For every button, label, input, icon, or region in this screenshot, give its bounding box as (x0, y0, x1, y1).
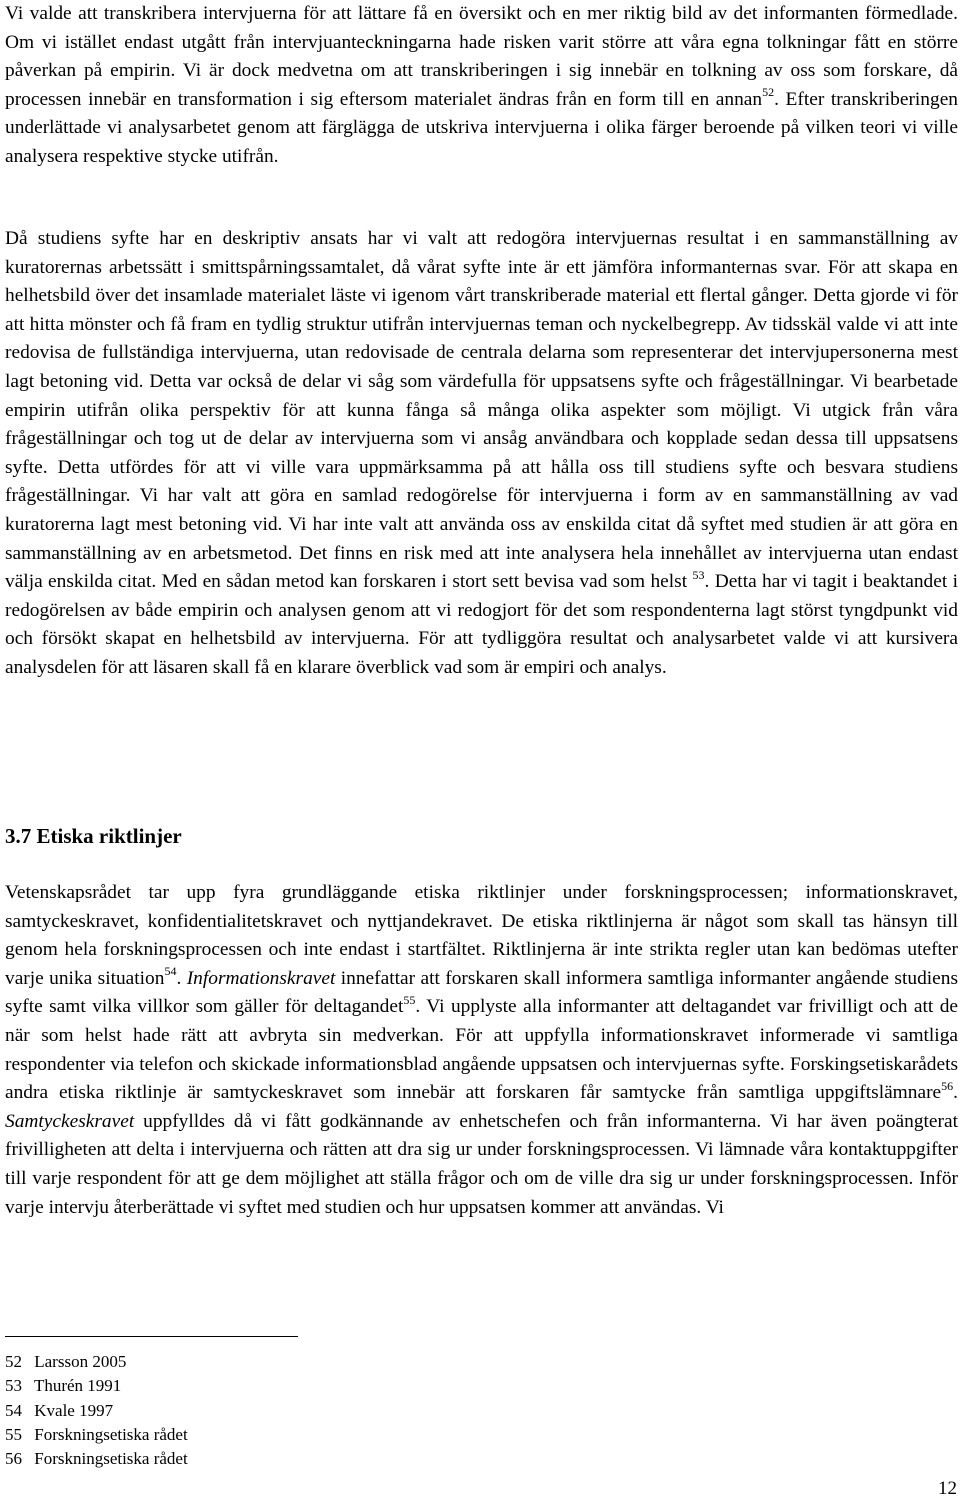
paragraph-text: . (953, 1082, 958, 1104)
footnote-text: Thurén 1991 (33, 1376, 122, 1396)
footnote-number: 54 (5, 1400, 22, 1420)
body-paragraph-ethics (5, 879, 958, 1222)
footnote-item (5, 1350, 188, 1374)
footnote-text: Kvale 1997 (34, 1400, 114, 1420)
paragraph-text: innefattar att forskaren skall informera samtliga informanter angående studiens syfte samt vilka villkor som gäller för deltagandet (5, 967, 958, 1018)
body-paragraph-transcription (5, 0, 958, 172)
footnote-text: Forskningsetiska rådet (34, 1424, 188, 1444)
footnote-text: Forskningsetiska rådet (34, 1449, 188, 1469)
paragraph-text: . Efter transkriberingen underlättade vi analysarbetet genom att färglägga de utskriva intervjuerna i olika färger beroende på vilken teori vi ville analysera respektive stycke utifrån. (5, 88, 958, 167)
footnote-ref-55[interactable]: 55 (403, 992, 416, 1007)
footnote-ref-52[interactable]: 52 (762, 85, 775, 100)
body-paragraph-analysis (5, 225, 958, 683)
footnote-list (5, 1350, 188, 1471)
emphasis-term: Informationskravet (186, 967, 336, 989)
paragraph-text: . Vi upplyste alla informanter att deltagandet var frivilligt och att de när som helst hade rätt att avbryta sin medverkan. För att uppfylla informationskravet informerade vi samtliga respondenter via telefon och skickade informationsblad angående uppsatsen och intervjuernas syfte. Forskingsetiskarådets andra etiska riktlinje är samtyckeskravet som innebär att forskaren får samtycke från samtliga uppgiftslämnare (5, 996, 958, 1104)
footnote-item (5, 1447, 188, 1471)
emphasis-term: Samtyckeskravet (5, 1110, 135, 1132)
footnote-ref-54[interactable]: 54 (164, 964, 177, 979)
section-heading: 3.7 Etiska riktlinjer (5, 824, 182, 848)
footnote-item (5, 1423, 188, 1447)
paragraph-text: uppfylldes då vi fått godkännande av enhetschefen och från informanterna. Vi har även poängterat frivilligheten att delta i intervjuerna och rätten att dra sig ur under forskningsprocessen. Vi lämnade våra kontaktuppgifter till varje respondent för att ge dem möjlighet att ställa frågor och om de ville dra sig ur under forskningsprocessen. Inför varje intervju återberättade vi syftet med studien och hur uppsatsen kommer att användas. Vi (5, 1110, 958, 1218)
footnote-number: 53 (5, 1376, 22, 1396)
footnote-ref-53[interactable]: 53 (692, 567, 705, 582)
paragraph-text: . Detta har vi tagit i beaktandet i redogörelsen av både empirin och analysen genom att vi redogjort för det som respondenterna lagt störst tyngdpunkt vid och försökt skapat en helhetsbild av intervjuerna. För att tydliggöra resultat och analysarbetet valde vi att kursivera analysdelen för att läsaren skall få en klarare överblick vad som är empiri och analys. (5, 571, 958, 678)
footnote-item (5, 1399, 188, 1423)
page-number: 12 (938, 1478, 957, 1499)
footnote-number: 56 (5, 1449, 22, 1469)
paragraph-text: Då studiens syfte har en deskriptiv ansats har vi valt att redogöra intervjuernas resultat i en sammanställning av kuratorernas arbetssätt i smittspårningssamtalet, då vårat syfte inte är ett jämföra informanternas svar. För att skapa en helhetsbild över det insamlade materialet läste vi igenom vårt transkriberade material ett flertal gånger. Detta gjorde vi för att hitta mönster och få fram en tydlig struktur utifrån intervjuernas teman och nyckelbegrepp. Av tidsskäl valde vi att inte redovisa de fullständiga intervjuerna, utan redovisade de centrala delarna som representerar det intervjupersonerna mest lagt betoning vid. Detta var också de delar vi såg som värdefulla för uppsatsens syfte och frågeställningar. Vi bearbetade empirin utifrån olika perspektiv för att kunna fånga så många olika aspekter som möjligt. Vi utgick från våra frågeställningar och tog ut de delar av intervjuerna som vi ansåg användbara och kopplade sedan dessa till uppsatsens syfte. Detta utfördes för att vi ville vara uppmärksamma på att hålla oss till studiens syfte och besvara studiens frågeställningar. Vi har valt att göra en samlad redogörelse för intervjuerna i form av en sammanställning av vad kuratorerna lagt mest betoning vid. Vi har inte valt att använda oss av enskilda citat då syftet med studien är att göra en sammanställning av en arbetsmetod. Det finns en risk med att inte analysera hela innehållet av intervjuerna utan endast välja enskilda citat. Med en sådan metod kan forskaren i stort sett bevisa vad som helst (5, 228, 958, 593)
footnote-number: 55 (5, 1424, 22, 1444)
paragraph-text: Vi valde att transkribera intervjuerna för att lättare få en översikt och en mer riktig bild av det informanten förmedlade. Om vi istället endast utgått från intervjuanteckningarna hade risken varit större att våra egna tolkningar fått en större påverkan på empirin. Vi är dock medvetna om att transkriberingen i sig innebär en tolkning av oss som forskare, då processen innebär en transformation i sig eftersom materialet ändras från en form till en annan (5, 3, 958, 110)
footnote-divider (5, 1336, 298, 1337)
paragraph-text: . (176, 967, 187, 989)
paragraph-text: Vetenskapsrådet tar upp fyra grundläggande etiska riktlinjer under forskningsprocessen; informationskravet, samtyckeskravet, konfidentialitetskravet och nyttjandekravet. De etiska riktlinjerna är något som skall tas hänsyn till genom hela forskningsprocessen och inte endast i startfältet. Riktlinjerna är inte strikta regler utan kan bedömas utefter varje unika situation (5, 882, 958, 989)
footnote-text: Larsson 2005 (34, 1352, 127, 1371)
footnote-ref-56[interactable]: 56 (941, 1078, 954, 1093)
footnote-item (5, 1374, 188, 1398)
footnote-number: 52 (5, 1352, 22, 1371)
